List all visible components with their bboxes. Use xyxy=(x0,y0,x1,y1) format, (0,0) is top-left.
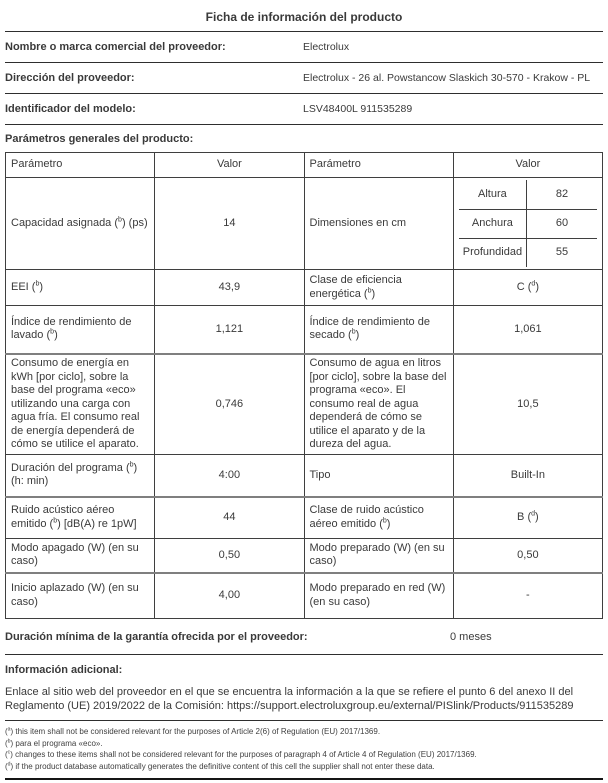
energy-consumption-label: Consumo de energía en kWh [por ciclo], sobre la base del programa «eco» utilizando una carga con agua fría. El consumo real de energía dependerá de cómo se utilice el aparato. xyxy=(6,354,155,455)
column-header-value-right: Valor xyxy=(453,153,602,178)
footnote-c: ($^c$) changes to these items shall not be considered relevant for the purposes of paragraph 4 of Article 4 of Regulation (EU) 2017/1369. xyxy=(5,749,477,759)
footnote-b: ($^b$) para el programa «eco». xyxy=(5,737,103,748)
rated-capacity-value: 14 xyxy=(155,178,304,270)
table-row-noise xyxy=(6,497,603,539)
additional-info-heading: Información adicional: xyxy=(5,664,123,676)
energy-class-value: C ($^d$) xyxy=(453,270,602,306)
column-header-parameter-left: Parámetro xyxy=(6,153,155,178)
energy-class-label: Clase de eficiencia energética ($^b$) xyxy=(304,270,453,306)
supplier-name-value: Electrolux xyxy=(303,41,350,53)
noise-emission-label: Ruido acústico aéreo emitido ($^b$) [dB(A) re 1pW] xyxy=(6,497,155,539)
warranty-value: 0 meses xyxy=(450,630,492,643)
table-row-capacity-dimensions xyxy=(6,178,603,270)
footnote-d: ($^d$) if the product database automatically generates the definitive content of this cell the supplier shall not enter these data. xyxy=(5,760,435,771)
footnote-a: ($^a$) this item shall not be considered relevant for the purposes of Article 2(6) of Regulation (EU) 2017/1369. xyxy=(5,726,381,736)
supplier-address-label: Dirección del proveedor: xyxy=(5,72,135,84)
table-row-duration-type xyxy=(6,455,603,497)
table-row-cleaning-drying-index xyxy=(6,306,603,354)
cleaning-index-label: Índice de rendimiento de lavado ($^b$) xyxy=(6,306,155,354)
dimensions-label: Dimensiones en cm xyxy=(304,178,453,270)
type-value: Built-In xyxy=(453,455,602,497)
supplier-name-row xyxy=(5,32,603,63)
type-label: Tipo xyxy=(304,455,453,497)
warranty-row xyxy=(5,619,603,655)
warranty-label: Duración mínima de la garantía ofrecida por el proveedor: xyxy=(5,630,308,643)
programme-duration-label: Duración del programa ($^b$) (h: min) xyxy=(6,455,155,497)
model-identifier-label: Identificador del modelo: xyxy=(5,103,136,115)
noise-class-label: Clase de ruido acústico aéreo emitido ($^b$) xyxy=(304,497,453,539)
parameters-table xyxy=(5,152,603,619)
standby-mode-label: Modo preparado (W) (en su caso) xyxy=(304,539,453,573)
delayed-start-label: Inicio aplazado (W) (en su caso) xyxy=(6,573,155,619)
table-row-eei-energy-class xyxy=(6,270,603,306)
column-header-parameter-right: Parámetro xyxy=(304,153,453,178)
dimension-row-height xyxy=(459,180,597,209)
eei-value: 43,9 xyxy=(155,270,304,306)
supplier-address-value: Electrolux - 26 al. Powstancow Slaskich 30-570 - Krakow - PL xyxy=(303,72,591,84)
dimension-depth-value: 55 xyxy=(527,238,597,267)
eei-label: EEI ($^b$) xyxy=(6,270,155,306)
delayed-start-value: 4,00 xyxy=(155,573,304,619)
dimension-height-value: 82 xyxy=(527,180,597,209)
drying-index-value: 1,061 xyxy=(453,306,602,354)
water-consumption-value: 10,5 xyxy=(453,354,602,455)
rated-capacity-label: Capacidad asignada ($^b$) (ps) xyxy=(6,178,155,270)
dimension-row-depth xyxy=(459,238,597,267)
additional-info-text: Enlace al sitio web del proveedor en el que se encuentra la información a la que se refiere el punto 6 del anexo II del Reglamento (UE) 2019/2022 de la Comisión: https://support.electroluxgroup.eu/external/PISlink/Products/911535289 xyxy=(5,684,603,721)
dimension-depth-label: Profundidad xyxy=(459,238,527,267)
dimension-width-label: Anchura xyxy=(459,209,527,238)
supplier-address-row xyxy=(5,63,603,94)
energy-consumption-value: 0,746 xyxy=(155,354,304,455)
table-row-off-standby-mode xyxy=(6,539,603,573)
dimension-height-label: Altura xyxy=(459,180,527,209)
column-header-value-left: Valor xyxy=(155,153,304,178)
off-mode-value: 0,50 xyxy=(155,539,304,573)
parameters-section-heading: Parámetros generales del producto: xyxy=(5,133,194,145)
networked-standby-label: Modo preparado en red (W) (en su caso) xyxy=(304,573,453,619)
parameters-table-header-row xyxy=(6,153,603,178)
programme-duration-value: 4:00 xyxy=(155,455,304,497)
bottom-divider xyxy=(5,778,603,780)
dimension-width-value: 60 xyxy=(527,209,597,238)
dimension-row-width xyxy=(459,209,597,238)
dimensions-value-cell xyxy=(453,178,602,270)
noise-class-value: B ($^d$) xyxy=(453,497,602,539)
cleaning-index-value: 1,121 xyxy=(155,306,304,354)
drying-index-label: Índice de rendimiento de secado ($^b$) xyxy=(304,306,453,354)
dimensions-subtable xyxy=(459,180,597,267)
off-mode-label: Modo apagado (W) (en su caso) xyxy=(6,539,155,573)
model-identifier-value: LSV48400L 911535289 xyxy=(303,103,413,115)
networked-standby-value: - xyxy=(453,573,602,619)
noise-emission-value: 44 xyxy=(155,497,304,539)
model-identifier-row xyxy=(5,94,603,125)
water-consumption-label: Consumo de agua en litros [por ciclo], sobre la base del programa «eco». El consumo real de agua dependerá de cómo se utilice el aparato y de la dureza del agua. xyxy=(304,354,453,455)
page-title: Ficha de información del producto xyxy=(5,5,603,32)
supplier-name-label: Nombre o marca comercial del proveedor: xyxy=(5,41,226,53)
standby-mode-value: 0,50 xyxy=(453,539,602,573)
table-row-delayed-start-networked-standby xyxy=(6,573,603,619)
table-row-energy-water-consumption xyxy=(6,354,603,455)
footnotes-block xyxy=(5,721,603,778)
